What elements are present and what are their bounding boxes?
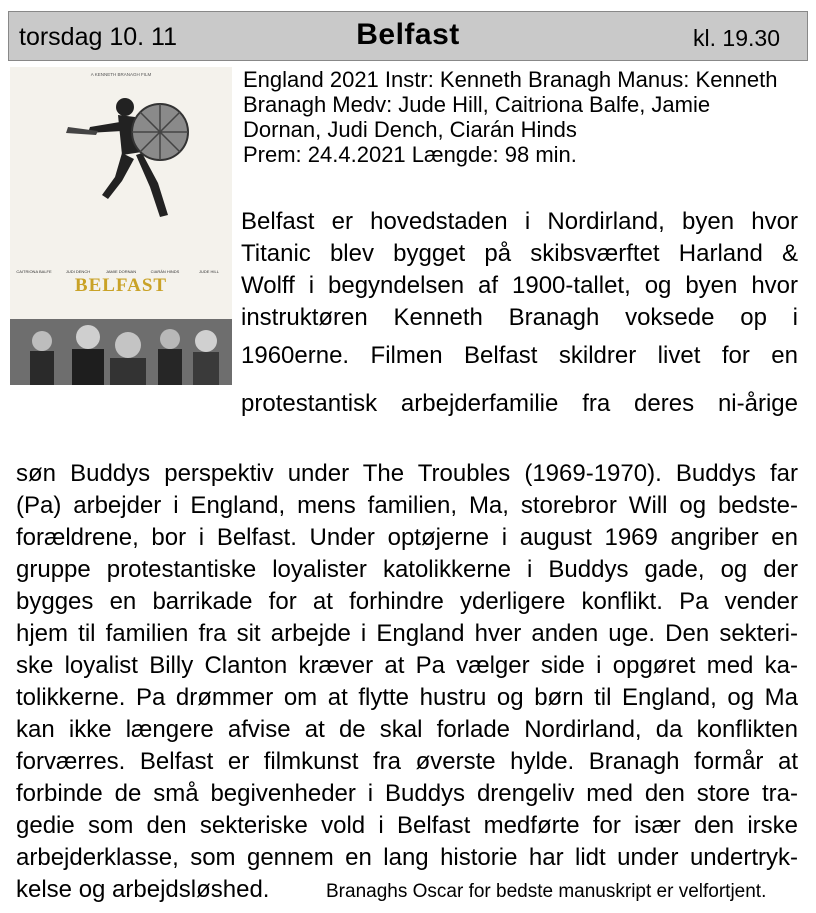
film-poster [10,67,232,385]
synopsis-line: instruktøren Kenneth Branagh voksede op i [241,304,798,331]
synopsis-line: søn Buddys perspektiv under The Troubles (1969-1970). Buddys far [16,460,798,487]
shield-icon [132,104,188,160]
synopsis-line: 1960erne. Filmen Belfast skildrer livet for en [241,342,798,369]
credits-line: England 2021 Instr: Kenneth Branagh Manus: Kenneth [243,67,778,92]
synopsis-line: kan ikke længere afvise at de skal forlade Nordirland, da konflikten [16,716,798,743]
svg-text:JUDE HILL: JUDE HILL [198,269,220,274]
screening-time: kl. 19.30 [693,25,780,51]
screening-header [8,11,808,61]
credits-line: Branagh Medv: Jude Hill, Caitriona Balfe, Jamie [243,92,711,117]
credits-line: Prem: 24.4.2021 Længde: 98 min. [243,142,577,167]
synopsis-line: Titanic blev bygget på skibsværftet Harland & [241,240,798,267]
synopsis-line: forældrene, bor i Belfast. Under optøjerne i august 1969 angriber en [16,524,798,551]
poster-family-photo [10,319,232,385]
svg-text:JAMIE DORNAN: JAMIE DORNAN [105,269,137,274]
screening-date: torsdag 10. 11 [19,23,177,51]
synopsis-line: kelse og arbejdsløshed. [16,876,270,903]
synopsis-line: hjem til familien fra sit arbejde i England hver anden uge. Den sekteri- [16,620,798,647]
synopsis-line: gedie som den sekteriske vold i Belfast medførte for især den irske [16,812,798,839]
review-footnote: Branaghs Oscar for bedste manuskript er velfortjent. [326,881,767,902]
poster-top-credit: A KENNETH BRANAGH FILM [90,72,152,77]
synopsis-line: forværres. Belfast er filmkunst fra øverste hylde. Branagh formår at [16,748,798,775]
synopsis-line: arbejderklasse, som gennem en lang historie har lidt under undertryk- [16,844,798,871]
svg-text:JUDI DENCH: JUDI DENCH [65,269,91,274]
synopsis-line: protestantisk arbejderfamilie fra deres ni-årige [241,390,798,417]
synopsis-line: forbinde de små begivenheder i Buddys drengeliv med den store tra- [16,780,798,807]
synopsis-line: bygges en barrikade for at forhindre yderligere konflikt. Pa vender [16,588,798,615]
synopsis-line: Wolff i begyndelsen af 1900-tallet, og byen hvor [241,272,798,299]
synopsis-line: ske loyalist Billy Clanton kræver at Pa vælger side i opgøret med ka- [16,652,798,679]
poster-logo: BELFAST [74,275,168,296]
synopsis-line: gruppe protestantiske loyalister katolikkerne i Buddys gade, og der [16,556,798,583]
svg-text:CAITRIONA BALFE: CAITRIONA BALFE [16,269,52,274]
svg-text:CIARÁN HINDS: CIARÁN HINDS [150,269,180,274]
film-credits [243,67,803,167]
synopsis-line: Belfast er hovedstaden i Nordirland, byen hvor [241,208,798,235]
credits-line: Dornan, Judi Dench, Ciarán Hinds [243,117,577,142]
film-title: Belfast [356,18,460,51]
synopsis-line: tolikkerne. Pa drømmer om at flytte hustru og børn til England, og Ma [16,684,798,711]
synopsis-line: (Pa) arbejder i England, mens familien, Ma, storebror Will og bedste- [16,492,798,519]
